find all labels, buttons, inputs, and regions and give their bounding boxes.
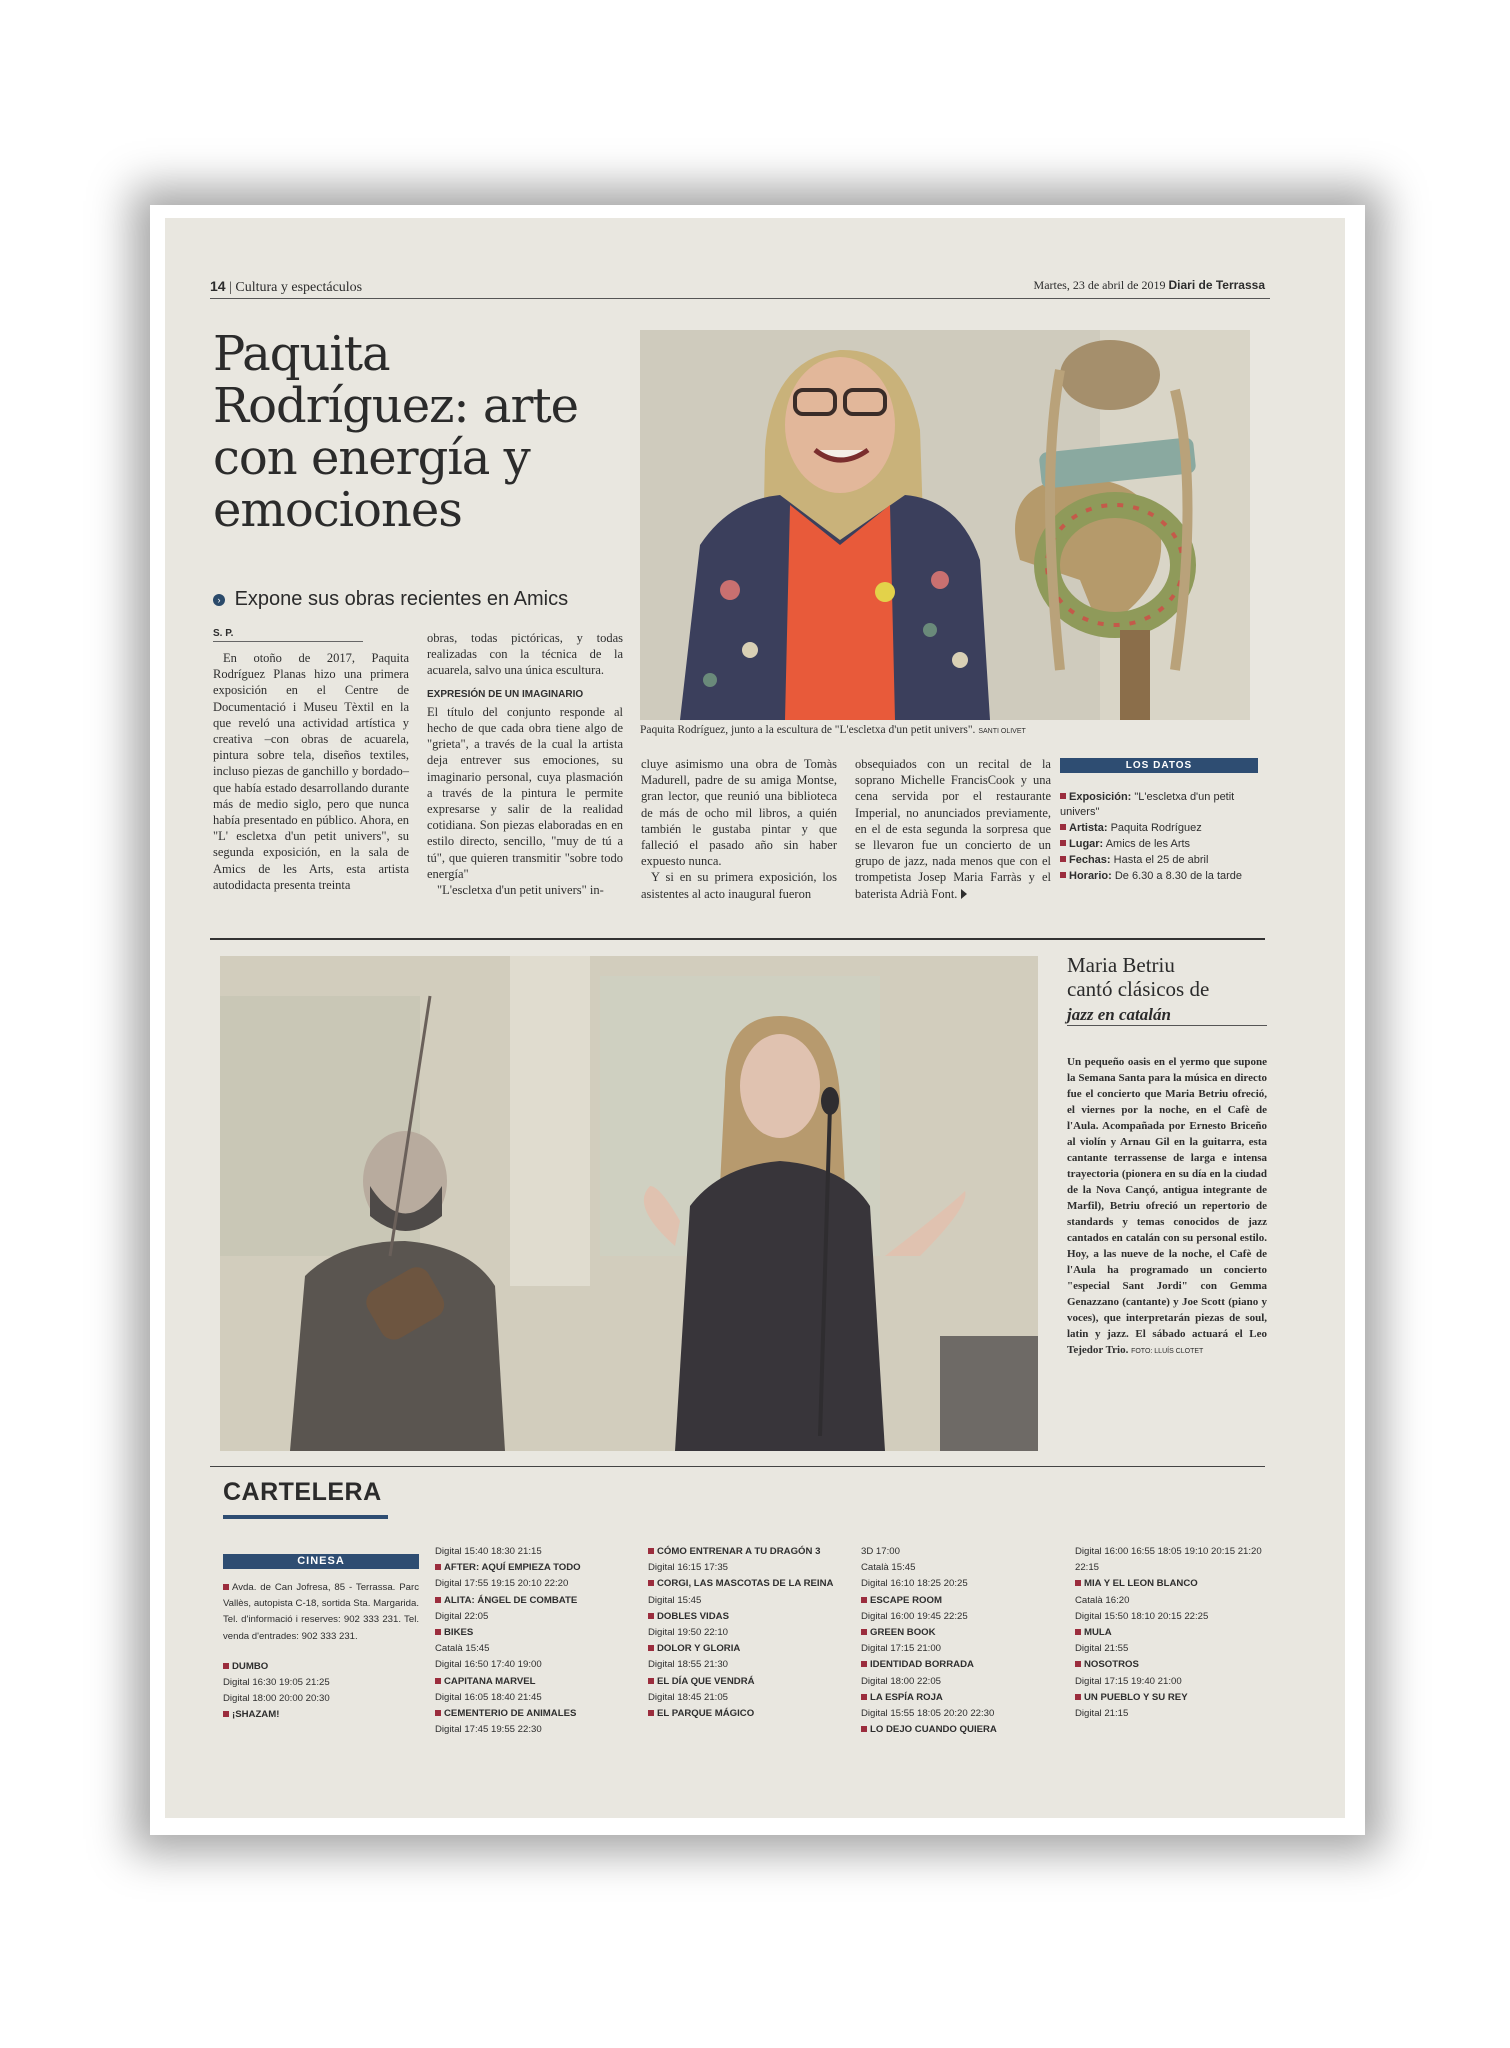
film-title: CEMENTERIO DE ANIMALES [444, 1708, 577, 1720]
film-showtimes: Digital 21:15 [1075, 1708, 1129, 1720]
film-showtimes: Digital 19:50 22:10 [648, 1627, 729, 1639]
film-showtimes: Digital 17:15 19:40 21:00 [1075, 1675, 1182, 1687]
article-byline: S. P. [213, 628, 363, 642]
listings-column-4 [861, 1544, 1061, 1738]
facts-label: Exposición: [1069, 791, 1132, 803]
listing-film [223, 1659, 419, 1675]
film-showtimes: Digital 15:50 18:10 20:15 22:25 [1075, 1610, 1209, 1622]
bullet-icon [1075, 1661, 1081, 1667]
film-showtimes: Digital 15:45 [648, 1594, 702, 1606]
film-showtimes: Digital 18:55 21:30 [648, 1659, 729, 1671]
facts-value: Paquita Rodríguez [1110, 822, 1202, 834]
section-divider [210, 938, 1265, 940]
listing-film [435, 1593, 635, 1609]
listing-film [435, 1625, 635, 1641]
facts-item [1060, 853, 1260, 868]
film-title: IDENTIDAD BORRADA [870, 1659, 974, 1671]
bullet-icon [435, 1564, 441, 1570]
film-title: CORGI, LAS MASCOTAS DE LA REINA [657, 1578, 834, 1590]
photo-caption [640, 724, 1260, 736]
bullet-icon [223, 1584, 229, 1590]
bullet-icon [1075, 1629, 1081, 1635]
listings-column-3 [648, 1544, 848, 1722]
listing-spacer [223, 1645, 419, 1659]
listing-film [861, 1690, 1061, 1706]
film-title: LO DEJO CUANDO QUIERA [870, 1724, 997, 1736]
arrow-bullet-icon: › [213, 594, 225, 606]
film-showtimes: Digital 16:00 16:55 18:05 19:10 20:15 21:20 22:15 [1075, 1546, 1262, 1574]
bullet-icon [1060, 840, 1066, 846]
film-showtimes: Català 15:45 [435, 1643, 490, 1655]
bullet-icon [1075, 1694, 1081, 1700]
film-title: CÓMO ENTRENAR A TU DRAGÓN 3 [657, 1546, 821, 1557]
issue-date: Martes, 23 de abril de 2019 [1033, 278, 1166, 292]
film-title: DOBLES VIDAS [657, 1610, 729, 1622]
listings-column-5 [1075, 1544, 1271, 1722]
listings-column-2 [435, 1544, 635, 1738]
caption-credit: SANTI OLIVET [978, 728, 1026, 735]
bullet-icon [861, 1661, 867, 1667]
film-title: LA ESPÍA ROJA [870, 1691, 943, 1703]
listing-film [861, 1593, 1061, 1609]
facts-item [1060, 821, 1260, 836]
facts-item [1060, 869, 1260, 884]
film-showtimes: Digital 17:15 21:00 [861, 1643, 942, 1655]
column-2-text-b: El título del conjunto responde al hecho de que cada obra tiene algo de "grieta", a través de la cual la artista deja entrever sus emociones, su imaginario personal, cuya plasmación a través de la pintura le permite expresarse y salir de la realidad cotidiana. Son piezas elaboradas en en estilo directo, sencillo, "muy de tú a tú", que quieren transmitir "sobre todo energía" [427, 704, 623, 881]
page-header-right [1034, 278, 1265, 293]
page-number: 14 [210, 278, 226, 294]
film-showtimes: Digital 16:10 18:25 20:25 [861, 1578, 968, 1590]
bullet-icon [435, 1597, 441, 1603]
bullet-icon [223, 1663, 229, 1669]
film-showtimes: Digital 16:50 17:40 19:00 [435, 1659, 542, 1671]
bullet-icon [1060, 872, 1066, 878]
facts-label: Fechas: [1069, 854, 1111, 866]
betriu-headline-line-1: Maria Betriu [1067, 953, 1175, 977]
film-showtimes: Digital 16:00 19:45 22:25 [861, 1610, 968, 1622]
film-title: DOLOR Y GLORIA [657, 1643, 741, 1655]
bullet-icon [435, 1710, 441, 1716]
cinema-address [223, 1580, 419, 1645]
article-column-4 [855, 756, 1051, 902]
listing-film [648, 1706, 848, 1722]
facts-item [1060, 837, 1260, 852]
bullet-icon [648, 1548, 654, 1554]
bullet-icon [861, 1629, 867, 1635]
listing-film [223, 1707, 419, 1723]
betriu-text: Un pequeño oasis en el yermo que supone la Semana Santa para la música en directo fue el concierto que Maria Betriu ofreció, el viernes por la noche, en el Cafè de l'Aula. Acompañada por Ernesto Briceño al violín y Arnau Gil en la guitarra, esta cantante terrassense de larga e intensa trayectoria (pionera en su día en la ciudad de la Nova Cançó, antigua integrante de Marfil), Betriu ofreció un repertorio de standards y temas conocidos de jazz cantados en catalán con su personal estilo. Hoy, a las nueve de la noche, el Cafè de l'Aula ha programado un concierto "especial Sant Jordi" con Gemma Genazzano (cantante) y Joe Scott (piano y voces), que interpretarán piezas de soul, latin y jazz. El sábado actuará el Leo Tejedor Trio. [1067, 1056, 1267, 1356]
bullet-icon [648, 1678, 654, 1684]
article-column-3 [641, 756, 837, 902]
film-title: GREEN BOOK [870, 1627, 936, 1639]
film-showtimes: Digital 22:05 [435, 1610, 489, 1622]
listing-film [1075, 1625, 1271, 1641]
bullet-icon [223, 1711, 229, 1717]
listing-film [861, 1625, 1061, 1641]
bullet-icon [861, 1726, 867, 1732]
listing-film [1075, 1690, 1271, 1706]
facts-item [1060, 790, 1260, 820]
article-headline: Paquita Rodríguez: arte con energía y emociones [213, 326, 579, 538]
betriu-headline-line-2: cantó clásicos de [1067, 977, 1210, 1001]
header-rule [210, 298, 1270, 299]
betriu-headline-line-3: jazz en catalán [1067, 1005, 1171, 1024]
listing-film [435, 1560, 635, 1576]
film-title: BIKES [444, 1627, 474, 1639]
page-header-left [210, 278, 362, 296]
caption-text: Paquita Rodríguez, junto a la escultura de "L'escletxa d'un petit univers". [640, 724, 976, 736]
listing-film [648, 1544, 848, 1560]
subhead-text: Expone sus obras recientes en Amics [234, 588, 569, 610]
film-showtimes: Digital 21:55 [1075, 1643, 1129, 1655]
facts-value: De 6.30 a 8.30 de la tarde [1114, 870, 1243, 882]
film-showtimes: Digital 15:40 18:30 21:15 [435, 1546, 542, 1557]
bullet-icon [1075, 1580, 1081, 1586]
film-showtimes: Digital 16:15 17:35 [648, 1562, 729, 1574]
listing-film [861, 1722, 1061, 1738]
film-title: ESCAPE ROOM [870, 1594, 942, 1606]
column-3-text-a: cluye asimismo una obra de Tomàs Madurell, padre de su amiga Montse, gran lector, que reunió una biblioteca de más de ocho mil libros, a quién también le gustaba pintar y que falleció el pasado año sin haber expuesto nunca. [641, 757, 837, 869]
film-showtimes: 3D 17:00 [861, 1546, 900, 1557]
facts-label: Artista: [1069, 822, 1108, 834]
end-mark-icon [961, 889, 967, 899]
concert-photo [220, 956, 1038, 1451]
bullet-icon [648, 1580, 654, 1586]
betriu-photo-credit: FOTO: LLUÍS CLOTET [1131, 1348, 1204, 1355]
facts-box [1060, 790, 1260, 885]
bullet-icon [435, 1678, 441, 1684]
section-name: Cultura y espectáculos [235, 280, 363, 295]
listing-film [648, 1609, 848, 1625]
listing-film [648, 1576, 848, 1592]
film-title: ALITA: ÁNGEL DE COMBATE [444, 1594, 578, 1606]
facts-box-title: LOS DATOS [1060, 758, 1258, 773]
article-subhead [213, 588, 568, 611]
film-showtimes: Digital 18:45 21:05 [648, 1691, 729, 1703]
column-3-text-b: Y si en su primera exposición, los asistentes al acto inaugural fueron [641, 870, 837, 901]
film-title: NOSOTROS [1084, 1659, 1139, 1671]
article-column-2 [427, 630, 623, 898]
facts-value: Hasta el 25 de abril [1113, 854, 1209, 866]
film-title: MIA Y EL LEON BLANCO [1084, 1578, 1198, 1590]
film-title: UN PUEBLO Y SU REY [1084, 1691, 1188, 1703]
film-showtimes: Digital 18:00 20:00 20:30 [223, 1693, 330, 1705]
header-separator: | [229, 280, 236, 295]
bullet-icon [1060, 856, 1066, 862]
listing-film [1075, 1576, 1271, 1592]
film-showtimes: Digital 17:55 19:15 20:10 22:20 [435, 1578, 569, 1590]
column-1-text: En otoño de 2017, Paquita Rodríguez Planas hizo una primera exposición en el Centre de Documentació i Museu Tèxtil en la que reveló una actividad artística y creativa –con obras de acuarela, pintura sobre tela, diseños textiles, incluso piezas de ganchillo y bordado– que había estado desarrollando durante más de medio siglo, pero que nunca había presentado en público. Ahora, en "L' escletxa d'un petit univers", su segunda exposición, en la sala de Amics de les Arts, esta artista autodidacta presenta treinta [213, 651, 409, 892]
bullet-icon [861, 1597, 867, 1603]
bullet-icon [648, 1645, 654, 1651]
betriu-article-body [1067, 1054, 1267, 1360]
film-showtimes: Digital 18:00 22:05 [861, 1675, 942, 1687]
bullet-icon [648, 1613, 654, 1619]
betriu-rule [1067, 1025, 1267, 1026]
newspaper-name: Diari de Terrassa [1168, 278, 1265, 292]
listing-film [648, 1641, 848, 1657]
film-showtimes: Digital 17:45 19:55 22:30 [435, 1724, 542, 1736]
film-showtimes: Català 15:45 [861, 1562, 916, 1574]
column-4-text [855, 756, 1051, 902]
film-showtimes: Digital 15:55 18:05 20:20 22:30 [861, 1708, 995, 1720]
bullet-icon [1060, 793, 1066, 799]
film-showtimes: Digital 16:30 19:05 21:25 [223, 1677, 330, 1689]
column-2-text-c: "L'escletxa d'un petit univers" in- [437, 883, 604, 898]
facts-label: Horario: [1069, 870, 1112, 882]
cartelera-underline [223, 1515, 388, 1519]
column-4-text-body: obsequiados con un recital de la soprano Michelle FrancisCook y una cena servida por el restaurante Imperial, no anunciados previamente, en el de esta segunda la sorpresa que se llevaron fue un concierto de un grupo de jazz, nada menos que con el trompetista Josep Maria Farràs y el baterista Adrià Font. [855, 757, 1051, 901]
listing-film [435, 1706, 635, 1722]
film-showtimes: Digital 16:05 18:40 21:45 [435, 1691, 542, 1703]
listings-column-1 [223, 1580, 419, 1724]
column-2-heading: EXPRESIÓN DE UN IMAGINARIO [427, 688, 584, 700]
film-showtimes: Català 16:20 [1075, 1594, 1130, 1606]
listing-film [648, 1674, 848, 1690]
bullet-icon [861, 1694, 867, 1700]
bullet-icon [648, 1710, 654, 1716]
bullet-icon [435, 1629, 441, 1635]
film-title: ¡SHAZAM! [232, 1709, 280, 1721]
facts-label: Lugar: [1069, 838, 1104, 850]
listing-film [861, 1657, 1061, 1673]
facts-value: Amics de les Arts [1105, 838, 1191, 850]
cartelera-title: CARTELERA [223, 1478, 382, 1506]
artist-photo [640, 330, 1250, 720]
facts-value: "L'escletxa d'un petit univers" [1060, 791, 1235, 818]
newspaper-page [165, 218, 1345, 1818]
bullet-icon [1060, 824, 1066, 830]
film-title: MULA [1084, 1627, 1112, 1639]
column-2-text-a: obras, todas pictóricas, y todas realizadas con la técnica de la acuarela, salvo una única escultura. [427, 631, 623, 678]
listing-film [435, 1674, 635, 1690]
film-title: DUMBO [232, 1660, 269, 1672]
film-title: EL DÍA QUE VENDRÁ [657, 1675, 755, 1687]
film-title: CAPITANA MARVEL [444, 1675, 536, 1687]
cartelera-divider [210, 1466, 1265, 1467]
listing-film [1075, 1657, 1271, 1673]
betriu-headline [1067, 953, 1267, 1027]
article-column-1 [213, 650, 409, 893]
film-title: EL PARQUE MÁGICO [657, 1708, 755, 1720]
film-title: AFTER: AQUÍ EMPIEZA TODO [444, 1562, 581, 1574]
cinema-address-text: Avda. de Can Jofresa, 85 - Terrassa. Parc Vallès, autopista C-18, sortida Sta. Margarida. Tel. d'informació i reserves: 902 333 231. Tel. venda d'entrades: 902 333 231. [223, 1582, 419, 1642]
cinema-name-bar: CINESA [223, 1554, 419, 1569]
